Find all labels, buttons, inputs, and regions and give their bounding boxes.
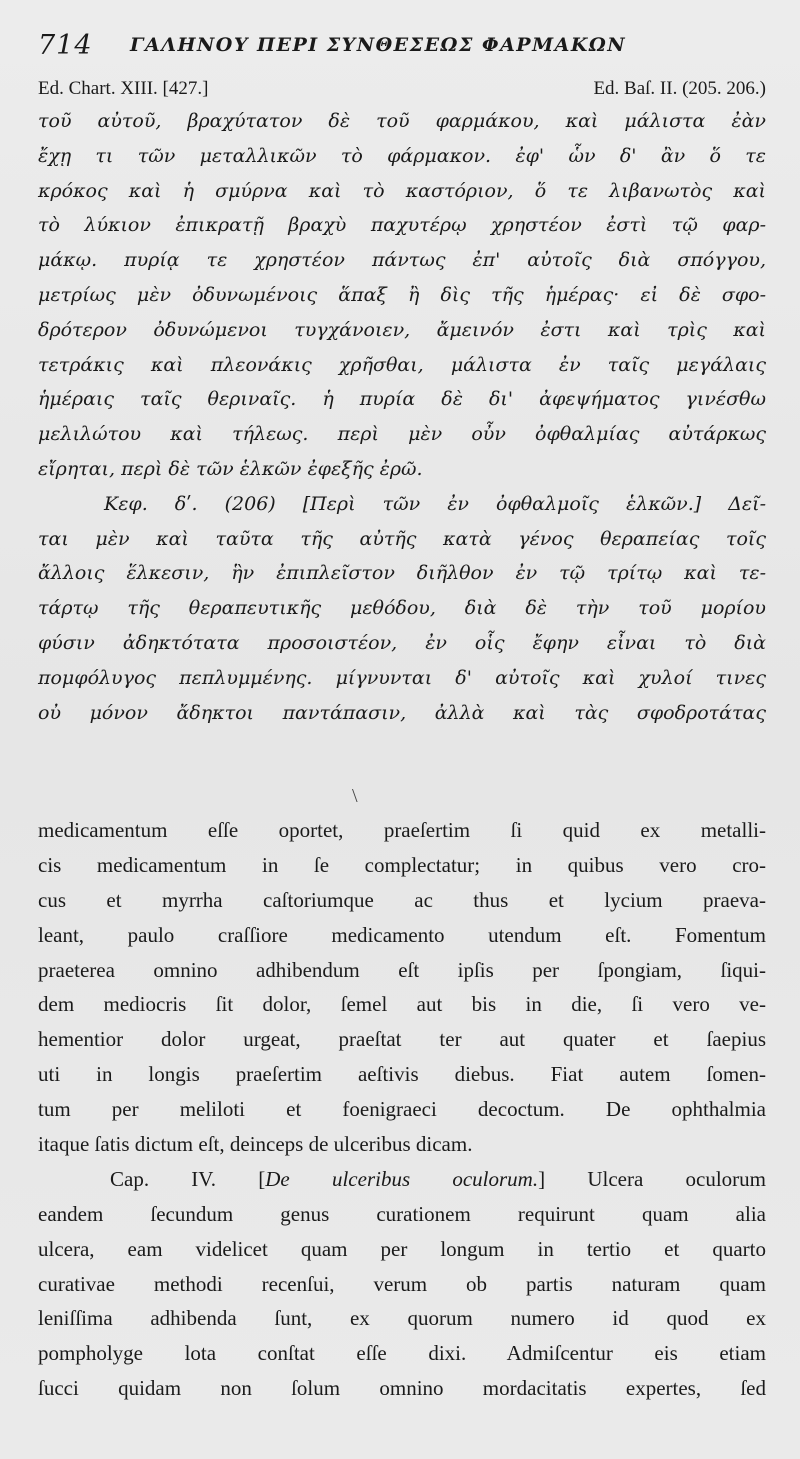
page-header <box>38 30 768 70</box>
latin-line: medicamentum eſſe oportet, praeſertim ſi quid ex metalli- <box>38 818 766 842</box>
edition-reference-line <box>38 78 766 104</box>
latin-line: leant, paulo craſſiore medicamento utendum eſt. Fomentum <box>38 922 766 947</box>
latin-line: tum per meliloti et foenigraeci decoctum. De ophthalmia <box>38 1097 766 1122</box>
greek-line: κρόκος καὶ ἡ σμύρνα καὶ τὸ καστόριον, ὅ τε λιβανωτὸς καὶ <box>38 179 766 202</box>
greek-line: δρότερον ὀδυνώμενοι τυγχάνοιεν, ἄμεινόν ἐστι καὶ τρὶς καὶ <box>38 318 766 341</box>
latin-line: hementior dolor urgeat, praeſtat ter aut quater et ſaepius <box>38 1027 766 1052</box>
latin-line: cis medicamentum in ſe complectatur; in quibus vero cro- <box>38 852 766 877</box>
greek-chapter-heading-line: Κεφ. δʹ. (206) [Περὶ τῶν ἐν ὀφθαλμοῖς ἑλκῶν.] Δεῖ- <box>104 492 766 515</box>
greek-line: μάκῳ. πυρίᾳ τε χρηστέον πάντως ἐπ' αὐτοῖς διὰ σπόγγου, <box>38 249 766 272</box>
greek-line: τοῦ αὐτοῦ, βραχύτατον δὲ τοῦ φαρμάκου, καὶ μάλιστα ἐὰν <box>38 110 766 132</box>
latin-line: ſucci quidam non ſolum omnino mordacitatis expertes, ſed <box>38 1376 766 1401</box>
greek-line: ἡμέραις ταῖς θεριναῖς. ἡ πυρία δὲ δι' ἀφεψήματος γινέσθω <box>38 388 766 411</box>
latin-line: itaque ſatis dictum eſt, deinceps de ulceribus dicam. <box>38 1132 473 1157</box>
latin-line: dem mediocris ſit dolor, ſemel aut bis in die, ſi vero ve- <box>38 992 766 1017</box>
greek-line: ται μὲν καὶ ταῦτα τῆς αὐτῆς κατὰ γένος θεραπείας τοῖς <box>38 527 766 550</box>
edition-reference-chartier: Ed. Chart. XIII. [427.] <box>38 78 209 99</box>
greek-line: εἴρηται, περὶ δὲ τῶν ἑλκῶν ἐφεξῆς ἐρῶ. <box>38 457 423 480</box>
greek-line: πομφόλυγος πεπλυμμένης. μίγνυνται δ' αὐτοῖς καὶ χυλοί τινες <box>38 666 766 689</box>
divider-mark: \ <box>352 785 358 807</box>
running-title: ΓΑΛΗΝΟΥ ΠΕΡΙ ΣΥΝΘΕΣΕΩΣ ΦΑΡΜΑΚΩΝ <box>130 34 627 56</box>
greek-line: τετράκις καὶ πλεονάκις χρῆσθαι, μάλιστα ἐν ταῖς μεγάλαις <box>38 353 766 376</box>
greek-line: τὸ λύκιον ἐπικρατῇ βραχὺ παχυτέρῳ χρηστέον ἐστὶ τῷ φαρ- <box>38 214 766 237</box>
greek-text-block <box>38 104 766 730</box>
latin-line: ulcera, eam videlicet quam per longum in tertio et quarto <box>38 1236 766 1261</box>
latin-line: cus et myrrha caſtoriumque ac thus et lycium praeva- <box>38 887 766 912</box>
latin-chapter-label: Cap. IV. <box>110 1166 217 1191</box>
latin-chapter-open-bracket: [ <box>258 1166 266 1191</box>
latin-chapter-heading-line <box>38 1162 766 1197</box>
latin-line: praeterea omnino adhibendum eſt ipſis per ſpongiam, ſiqui- <box>38 957 766 982</box>
greek-line: μελιλώτου καὶ τήλεως. περὶ μὲν οὖν ὀφθαλμίας αὐτάρκως <box>38 423 766 446</box>
page-number: 714 <box>38 30 93 61</box>
edition-reference-basel: Ed. Baſ. II. (205. 206.) <box>593 78 766 99</box>
greek-line: φύσιν ἀδηκτότατα προσοιστέον, ἐν οἷς ἔφην εἶναι τὸ διὰ <box>38 631 766 654</box>
latin-text-block <box>38 813 766 1406</box>
latin-line: leniſſima adhibenda ſunt, ex quorum numero id quod ex <box>38 1306 766 1331</box>
latin-line: pompholyge lota conſtat eſſe dixi. Admiſcentur eis etiam <box>38 1341 766 1366</box>
greek-line: οὐ μόνον ἄδηκτοι παντάπασιν, ἀλλὰ καὶ τὰς σφοδροτάτας <box>38 701 766 724</box>
greek-line: ἄλλοις ἕλκεσιν, ἣν ἐπιπλεῖστον διῆλθον ἐν τῷ τρίτῳ καὶ τε- <box>38 562 766 585</box>
greek-line: ἔχῃ τι τῶν μεταλλικῶν τὸ φάρμακον. ἐφ' ὧν δ' ἂν ὅ τε <box>38 144 766 167</box>
latin-chapter-text: Ulcera oculorum <box>587 1166 766 1191</box>
latin-chapter-close-bracket: ] <box>538 1166 546 1191</box>
latin-chapter-title: De ulceribus oculorum. <box>265 1166 539 1191</box>
latin-line: eandem ſecundum genus curationem requirunt quam alia <box>38 1201 766 1226</box>
greek-line: μετρίως μὲν ὀδυνωμένοις ἅπαξ ἢ δὶς τῆς ἡμέρας· εἰ δὲ σφο- <box>38 283 766 306</box>
greek-line: τάρτῳ τῆς θεραπευτικῆς μεθόδου, διὰ δὲ τὴν τοῦ μορίου <box>38 597 766 620</box>
latin-line: curativae methodi recenſui, verum ob partis naturam quam <box>38 1271 766 1296</box>
latin-line: uti in longis praeſertim aeſtivis diebus. Fiat autem ſomen- <box>38 1062 766 1087</box>
